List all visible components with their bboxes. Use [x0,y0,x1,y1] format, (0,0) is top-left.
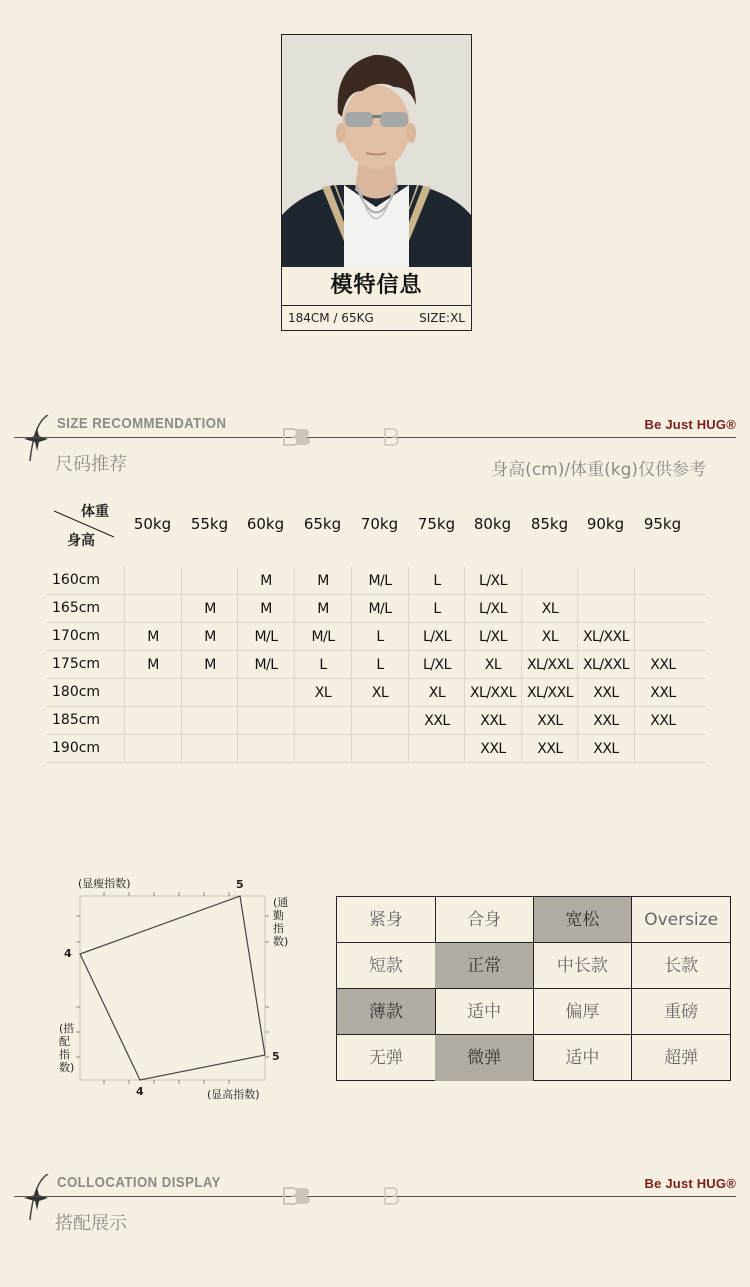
size-cell [634,595,691,623]
fit-option: 短款 [337,943,436,989]
fit-option: 微弹 [435,1035,534,1081]
weight-header: 85kg [530,515,569,533]
size-cell: M [294,567,351,595]
size-cell: M [294,595,351,623]
size-cell: XXL [577,679,634,707]
size-cell: XXL [634,707,691,735]
model-photo [282,35,471,267]
fit-option: 偏厚 [534,989,633,1035]
weight-header: 60kg [246,515,285,533]
collocation-header [0,1174,750,1244]
size-row [46,735,706,763]
size-note: 身高(cm)/体重(kg)仅供参考 [491,460,706,480]
bb-monogram-icon [282,1187,312,1205]
row-height-label: 160cm [52,572,101,588]
radar-label-top: (显瘦指数) [78,877,131,890]
size-cell: XXL [634,651,691,679]
weights-header-row [46,497,706,549]
size-cell: L [351,651,408,679]
size-cell [124,735,181,763]
size-row [46,623,706,651]
model-card [281,34,472,331]
row-height-label: 175cm [52,656,101,672]
size-cell: L [294,651,351,679]
size-cell: XL/XXL [577,651,634,679]
b-monogram-icon [383,428,399,446]
size-cell [351,735,408,763]
size-cell [237,735,294,763]
radar-label-right: (通勤指数) [273,896,289,948]
size-recommendation-header [0,415,750,485]
size-cell: XL/XXL [521,679,578,707]
model-info-title: 模特信息 [330,273,423,298]
size-cell [237,707,294,735]
size-cell: L [351,623,408,651]
size-cell: L/XL [464,595,521,623]
size-cell: M/L [237,651,294,679]
size-cell [181,735,238,763]
fit-option: 重磅 [632,989,731,1035]
size-cell: M [181,595,238,623]
weight-header: 75kg [417,515,456,533]
size-cell: M [181,651,238,679]
table-corner [54,497,110,549]
size-cell: XL [408,679,465,707]
weight-header: 55kg [190,515,229,533]
radar-value-right: 5 [272,1050,280,1063]
size-cell [408,735,465,763]
size-cell: XL [464,651,521,679]
size-cell [237,679,294,707]
section-title-en: SIZE RECOMMENDATION [57,415,227,432]
size-cell: L/XL [464,567,521,595]
size-row [46,679,706,707]
weight-header: 50kg [133,515,172,533]
fit-attributes-grid [336,896,731,1081]
sparkle-icon [24,1174,50,1222]
row-height-label: 190cm [52,740,101,756]
size-cell: XXL [521,707,578,735]
row-height-label: 170cm [52,628,101,644]
b-monogram-icon [383,1187,399,1205]
size-row [46,651,706,679]
fit-option: 中长款 [534,943,633,989]
size-cell: XL [521,595,578,623]
model-illustration [282,35,471,267]
size-cell [124,595,181,623]
corner-height-label: 身高 [67,533,95,549]
size-cell [634,735,691,763]
size-cell: XL [294,679,351,707]
corner-weight-label: 体重 [81,504,109,520]
size-cell: XXL [521,735,578,763]
fit-index-radar [55,872,295,1107]
size-cell: M/L [351,567,408,595]
size-cell: M [237,595,294,623]
size-cell: XXL [408,707,465,735]
size-cell: M [181,623,238,651]
size-cell: L [408,595,465,623]
weight-header: 80kg [473,515,512,533]
size-cell [634,623,691,651]
size-cell: M/L [237,623,294,651]
radar-diagram [55,872,295,1107]
weight-header: 65kg [303,515,342,533]
weight-header: 90kg [586,515,625,533]
row-height-label: 185cm [52,712,101,728]
model-size: SIZE:XL [419,311,465,325]
radar-label-left: (搭配指数) [59,1022,75,1074]
section-title-cn: 搭配展示 [55,1213,127,1234]
size-row [46,595,706,623]
model-measurements: 184CM / 65KG [288,311,374,325]
size-cell: M/L [294,623,351,651]
fit-option: 薄款 [337,989,436,1035]
size-cell: L [408,567,465,595]
fit-option: 紧身 [337,897,436,943]
size-cell: XL/XXL [577,623,634,651]
size-cell [124,679,181,707]
size-cell: M [124,623,181,651]
brand-logo: Be Just HUG® [644,1176,736,1191]
size-row [46,707,706,735]
header-divider [14,437,736,438]
header-divider [14,1196,736,1197]
size-cell: XXL [634,679,691,707]
size-cell: XL/XXL [521,651,578,679]
size-cell [577,595,634,623]
size-cell: L/XL [408,623,465,651]
size-cell: M [124,651,181,679]
size-cell [634,567,691,595]
fit-option: 合身 [435,897,534,943]
size-cell [577,567,634,595]
weight-header: 95kg [643,515,682,533]
size-cell: M/L [351,595,408,623]
fit-option: Oversize [632,897,731,943]
weight-header: 70kg [360,515,399,533]
fit-option: 适中 [435,989,534,1035]
size-cell [521,567,578,595]
size-cell [294,735,351,763]
size-rows [46,567,706,763]
size-cell [351,707,408,735]
row-height-label: 165cm [52,600,101,616]
size-cell [181,567,238,595]
size-cell: XL/XXL [464,679,521,707]
section-title-en: COLLOCATION DISPLAY [57,1174,221,1191]
size-cell: XXL [577,707,634,735]
fit-option: 适中 [534,1035,633,1081]
size-cell [181,707,238,735]
size-row [46,567,706,595]
size-cell: L/XL [408,651,465,679]
fit-option: 宽松 [534,897,633,943]
section-title-cn: 尺码推荐 [55,454,127,475]
bb-monogram-icon [282,428,312,446]
sparkle-icon [24,415,50,463]
size-cell: XXL [464,735,521,763]
size-cell [181,679,238,707]
fit-option: 无弹 [337,1035,436,1081]
fit-option: 超弹 [664,1048,699,1068]
model-info-row [282,305,471,330]
size-cell: M [237,567,294,595]
fit-option: 正常 [435,943,534,989]
size-cell: L/XL [464,623,521,651]
radar-value-top: 5 [236,878,244,891]
size-cell [124,707,181,735]
size-cell [294,707,351,735]
radar-label-bottom: (显高指数) [207,1088,260,1101]
size-cell: XL [351,679,408,707]
size-cell [124,567,181,595]
size-cell: XL [521,623,578,651]
row-height-label: 180cm [52,684,101,700]
fit-option: 长款 [632,943,731,989]
radar-value-left: 4 [64,947,72,960]
radar-value-bottom: 4 [136,1085,144,1098]
size-cell: XXL [464,707,521,735]
size-cell: XXL [577,735,634,763]
brand-logo: Be Just HUG® [644,417,736,432]
